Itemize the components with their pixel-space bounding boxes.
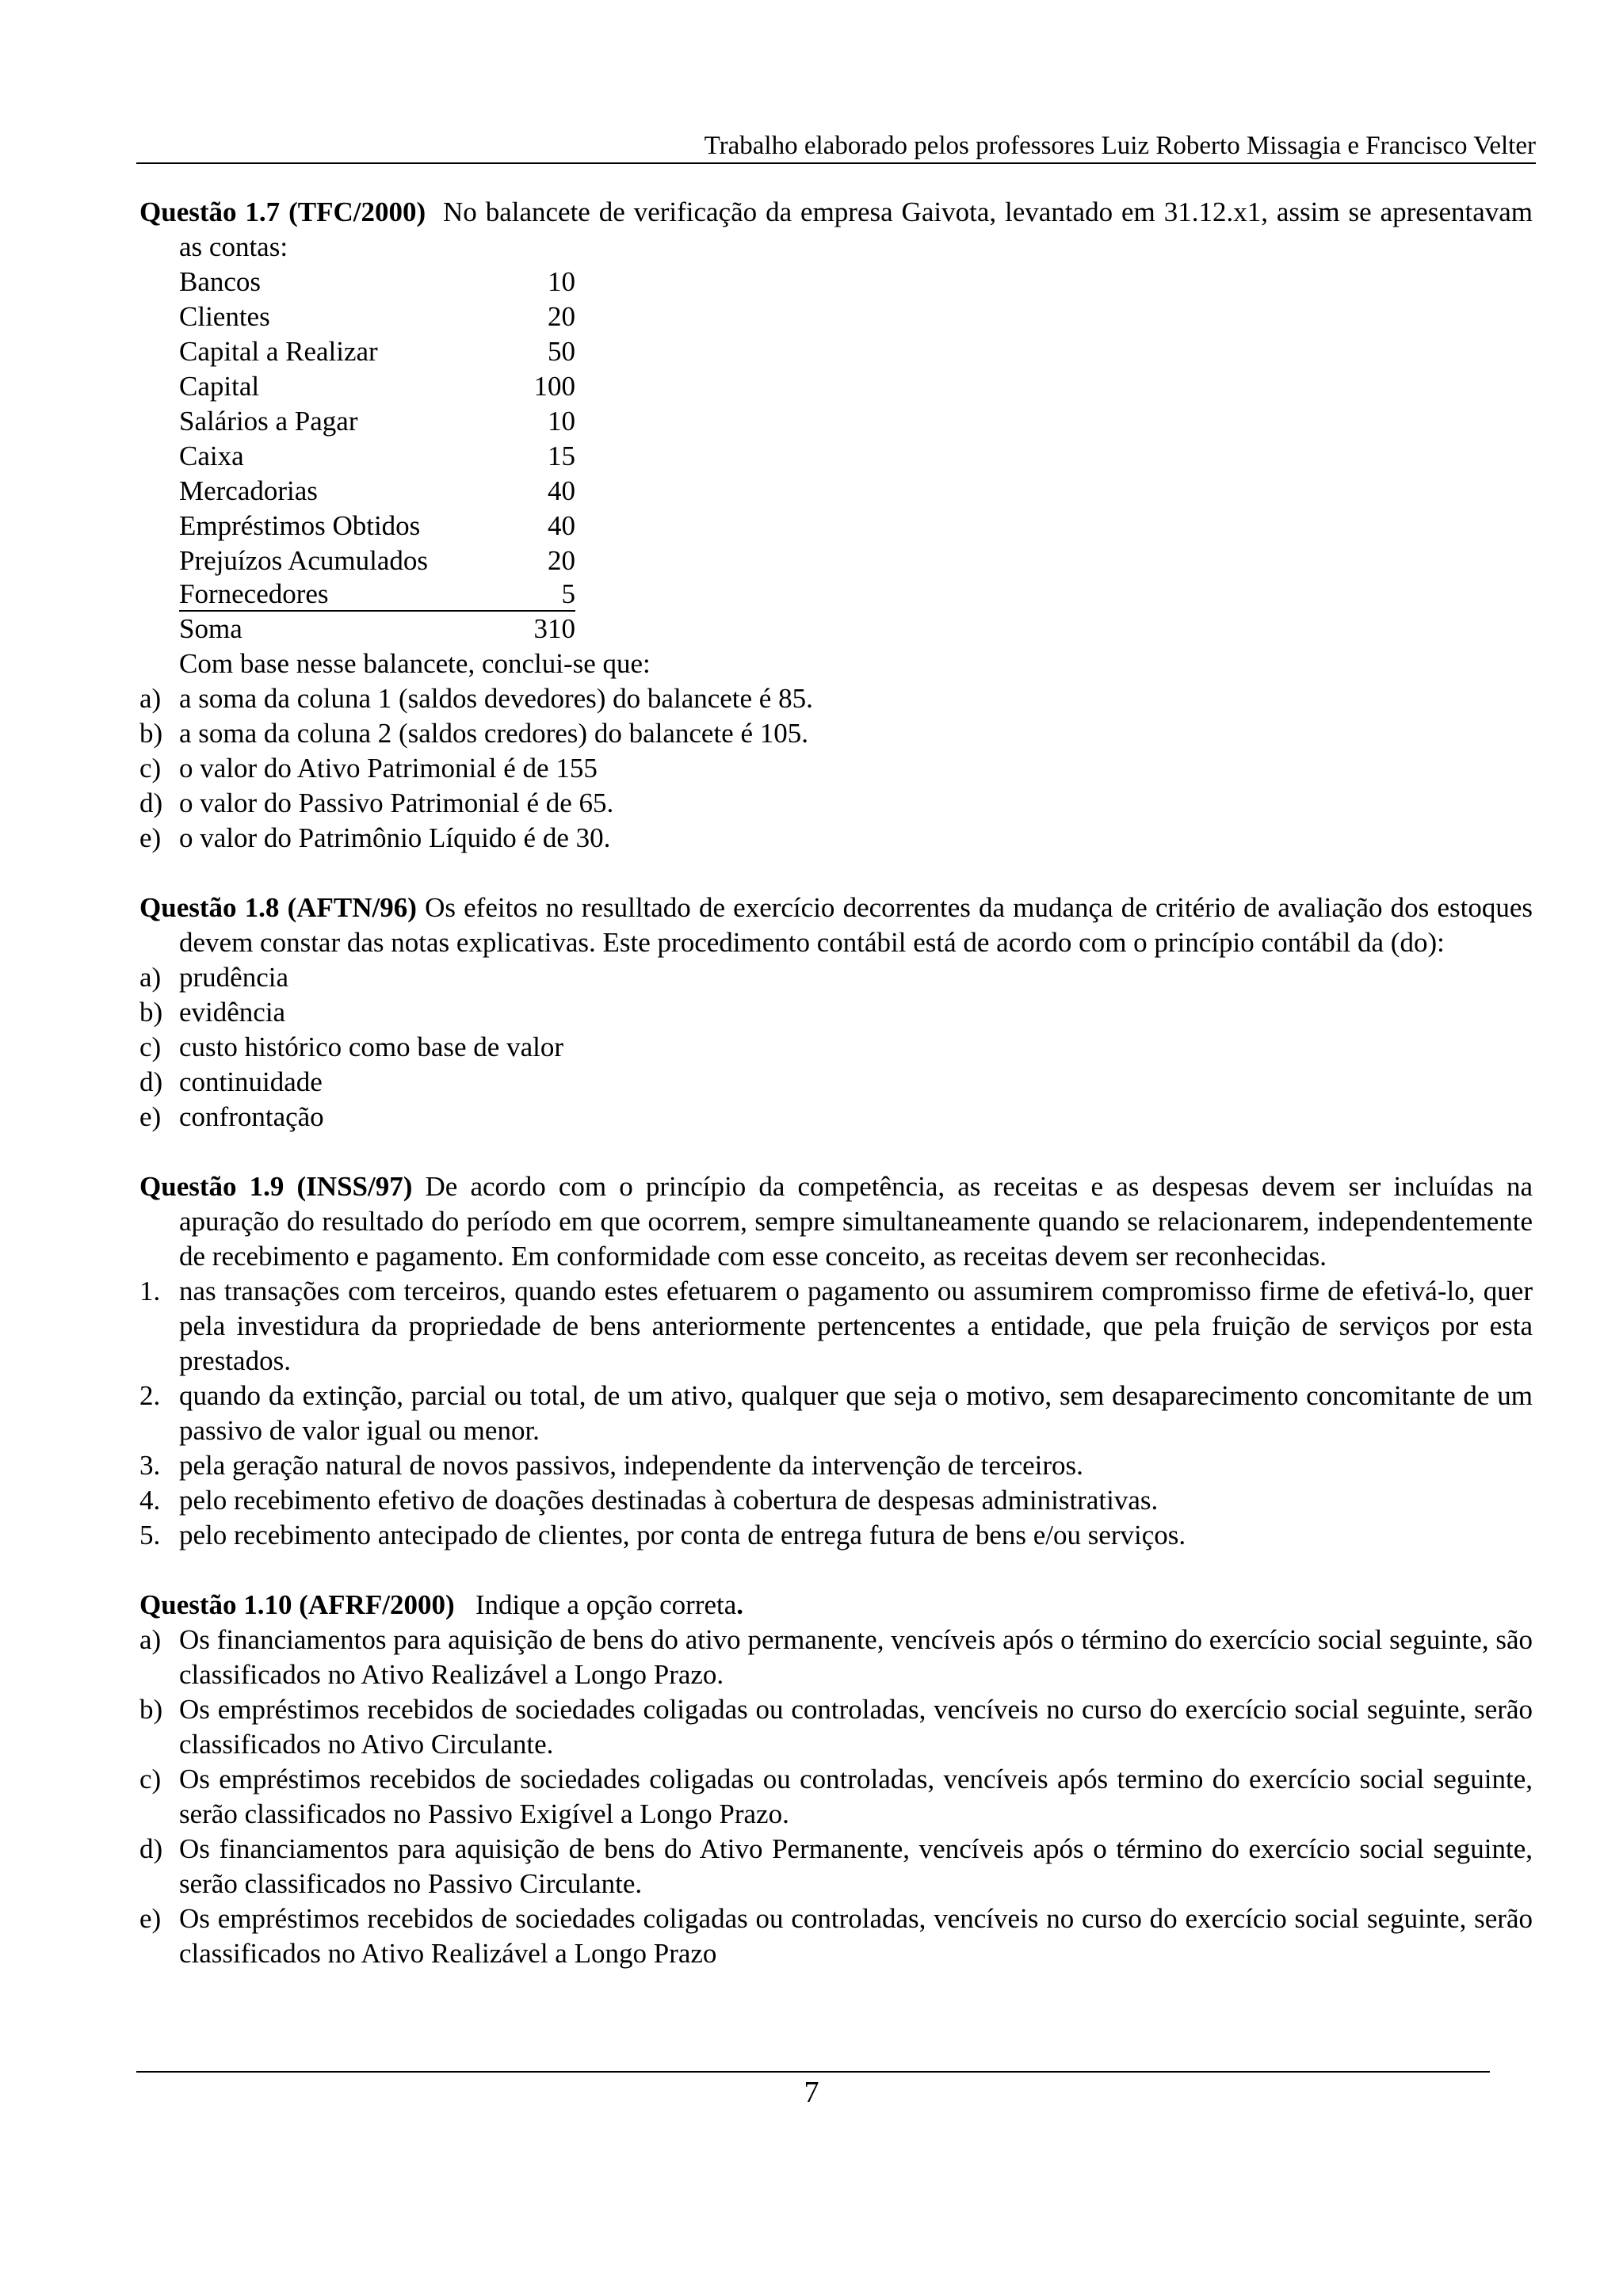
section-gap [139,1135,1533,1169]
account-name: Prejuízos Acumulados [179,545,428,576]
page-number: 7 [804,2076,819,2109]
account-value: 20 [548,301,575,332]
option-marker: e) [139,822,162,853]
option-text: a soma da coluna 1 (saldos devedores) do balancete é 85. [179,683,813,714]
option-text: prudência [179,962,288,993]
option-text: evidência [179,997,286,1028]
account-name: Empréstimos Obtidos [179,510,421,541]
option-marker: c) [139,753,162,784]
option-item [139,821,1533,856]
account-name: Capital a Realizar [179,336,378,367]
account-name: Soma [179,613,242,644]
option-text: quando da extinção, parcial ou total, de um ativo, qualquer que seja o motivo, sem desaparecimento concomitante de um passivo de valor igual ou menor. [179,1380,1533,1446]
option-text: Os financiamentos para aquisição de bens do Ativo Permanente, vencíveis após o término do exercício social seguinte, serão classificados no Passivo Circulante. [179,1833,1533,1899]
option-item [139,1065,1533,1100]
account-value: 10 [548,266,575,297]
section-gap [139,1553,1533,1588]
account-row-underlined [179,578,575,612]
option-item [139,1274,1533,1379]
account-value: 5 [561,578,575,609]
option-item [139,716,1533,751]
option-item [139,681,1533,716]
question-text: No balancete de verificação da empresa Gaivota, levantado em 31.12.x1, assim se apresentavam as contas: [179,196,1533,262]
option-marker: d) [139,788,163,818]
option-text: pela geração natural de novos passivos, independente da intervenção de terceiros. [179,1450,1083,1481]
page-header: Trabalho elaborado pelos professores Luiz Roberto Missagia e Francisco Velter [704,132,1536,160]
option-item [139,1692,1533,1762]
question-label: Questão 1.9 (INSS/97) [139,1171,413,1202]
question-statement [139,1169,1533,1274]
option-marker: 5. [139,1520,161,1550]
question-statement [139,891,1533,960]
option-marker: b) [139,1694,163,1725]
option-text: pelo recebimento efetivo de doações destinadas à cobertura de despesas administrativas. [179,1485,1159,1516]
option-text: o valor do Passivo Patrimonial é de 65. [179,788,614,818]
option-marker: d) [139,1833,163,1864]
accounts-list [139,265,1533,646]
options-list [139,960,1533,1135]
option-text: Os empréstimos recebidos de sociedades coligadas ou controladas, vencíveis após termino do exercício social seguinte, serão classificados no Passivo Exigível a Longo Prazo. [179,1764,1533,1829]
option-item [139,1379,1533,1448]
header-divider [136,162,1536,164]
account-name: Clientes [179,301,270,332]
account-value: 310 [533,613,575,644]
option-marker: a) [139,683,162,714]
option-item [139,751,1533,786]
account-row [179,334,575,369]
question-1-7 [139,195,1533,856]
question-text: De acordo com o princípio da competência, as receitas e as despesas devem ser incluídas na apuração do resultado do período em que ocorrem, sempre simultaneamente quando se relacionarem, independentemente de recebimento e pagamento. Em conformidade com esse conceito, as receitas devem ser reconhecidas. [179,1171,1533,1272]
option-text: pelo recebimento antecipado de clientes, por conta de entrega futura de bens e/ou serviços. [179,1520,1186,1550]
option-item [139,995,1533,1030]
account-row [179,404,575,439]
option-marker: e) [139,1101,162,1132]
account-row [179,509,575,543]
option-text: Os empréstimos recebidos de sociedades coligadas ou controladas, vencíveis no curso do exercício social seguinte, serão classificados no Ativo Circulante. [179,1694,1533,1760]
option-marker: 4. [139,1485,161,1516]
option-marker: b) [139,718,163,749]
option-item [139,1448,1533,1483]
question-conclusion: Com base nesse balancete, conclui-se que: [179,648,651,679]
option-marker: c) [139,1764,162,1794]
question-label: Questão 1.10 (AFRF/2000) [139,1589,455,1620]
option-text: a soma da coluna 2 (saldos credores) do balancete é 105. [179,718,808,749]
account-row [179,299,575,334]
account-value: 15 [548,441,575,471]
option-marker: a) [139,962,162,993]
question-1-9 [139,1169,1533,1553]
option-text: o valor do Ativo Patrimonial é de 155 [179,753,598,784]
question-text: Os efeitos no resulltado de exercício decorrentes da mudança de critério de avaliação dos estoques devem constar das notas explicativas. Este procedimento contábil está de acordo com o princípio contábil da (do): [179,892,1533,958]
options-list [139,1274,1533,1553]
option-marker: c) [139,1032,162,1062]
option-item [139,1100,1533,1135]
account-value: 40 [548,475,575,506]
account-value: 40 [548,510,575,541]
section-gap [139,856,1533,891]
account-name: Bancos [179,266,262,297]
option-marker: b) [139,997,163,1028]
account-name: Fornecedores [179,578,329,609]
question-label: Questão 1.7 (TFC/2000) [139,196,426,227]
option-item [139,1483,1533,1518]
account-row [179,439,575,474]
footer-divider [136,2071,1490,2073]
option-text: Os empréstimos recebidos de sociedades coligadas ou controladas, vencíveis no curso do exercício social seguinte, serão classificados no Ativo Realizável a Longo Prazo [179,1903,1533,1969]
option-marker: 3. [139,1450,161,1481]
option-text: custo histórico como base de valor [179,1032,564,1062]
account-name: Mercadorias [179,475,318,506]
question-text-end: . [736,1589,744,1620]
option-text: confrontação [179,1101,324,1132]
option-text: continuidade [179,1066,323,1097]
option-item [139,1762,1533,1832]
option-item [139,1030,1533,1065]
account-row [179,543,575,578]
options-list [139,1623,1533,1971]
account-name: Caixa [179,441,244,471]
option-marker: 1. [139,1276,161,1306]
question-1-10 [139,1588,1533,1971]
account-row [179,474,575,509]
option-text: o valor do Patrimônio Líquido é de 30. [179,822,611,853]
option-item [139,1832,1533,1901]
question-statement [139,1588,1533,1623]
account-row [179,265,575,299]
options-list [139,681,1533,856]
option-item [139,960,1533,995]
option-marker: d) [139,1066,163,1097]
option-item [139,1901,1533,1971]
option-marker: e) [139,1903,162,1934]
question-text: Indique a opção correta [475,1589,737,1620]
option-marker: a) [139,1624,162,1655]
account-row [179,369,575,404]
question-1-8 [139,891,1533,1135]
question-statement [139,195,1533,265]
option-text: Os financiamentos para aquisição de bens do ativo permanente, vencíveis após o término do exercício social seguinte, são classificados no Ativo Realizável a Longo Prazo. [179,1624,1533,1690]
account-value: 20 [548,545,575,576]
account-value: 50 [548,336,575,367]
account-total-row [179,612,575,646]
account-name: Capital [179,371,260,402]
page-content [139,195,1533,1971]
question-label: Questão 1.8 (AFTN/96) [139,892,417,923]
account-value: 10 [548,406,575,437]
account-name: Salários a Pagar [179,406,358,437]
option-item [139,1518,1533,1553]
option-text: nas transações com terceiros, quando estes efetuarem o pagamento ou assumirem compromisso firme de efetivá-lo, quer pela investidura da propriedade de bens anteriormente pertencentes a entidade, que pela fruição de serviços por esta prestados. [179,1276,1533,1376]
option-item [139,786,1533,821]
option-marker: 2. [139,1380,161,1411]
account-value: 100 [533,371,575,402]
option-item [139,1623,1533,1692]
